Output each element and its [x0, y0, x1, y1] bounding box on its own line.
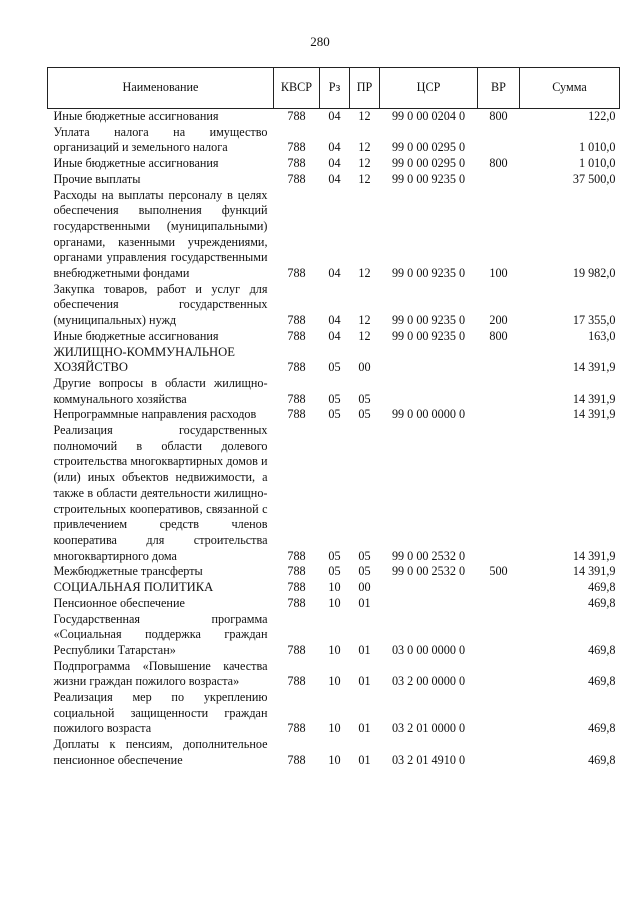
row-csr: 03 2 01 4910 0: [391, 752, 466, 767]
row-kvsr: 788: [287, 674, 306, 689]
row-vr: [478, 612, 520, 659]
row-rz: 04: [328, 156, 341, 171]
row-kvsr: 788: [287, 156, 306, 171]
table-row: [48, 737, 620, 768]
row-vr: 800: [489, 328, 508, 343]
row-name: СОЦИАЛЬНАЯ ПОЛИТИКА: [53, 580, 214, 595]
table-row: [48, 156, 620, 172]
row-pr: 00: [358, 360, 371, 375]
row-name: Расходы на выплаты персоналу в целях обеспечения выполнения функций государственными (муниципальными) органами, казенными учреждениями, органами управления государственными внебюджетными фондами: [53, 187, 268, 281]
row-csr: 99 0 00 9235 0: [391, 328, 466, 343]
row-name: Реализация мер по укреплению социальной защищенности граждан пожилого возраста: [53, 690, 268, 736]
row-sum: 17 355,0: [572, 313, 616, 328]
row-kvsr: 788: [287, 595, 306, 610]
row-sum: 469,8: [588, 674, 616, 689]
row-pr: 01: [358, 721, 371, 736]
header-kvsr: КВСР: [274, 68, 320, 109]
row-kvsr: 788: [287, 642, 306, 657]
row-name: Иные бюджетные ассигнования: [53, 156, 219, 171]
row-kvsr: 788: [287, 360, 306, 375]
row-sum: 469,8: [588, 595, 616, 610]
row-csr: 99 0 00 2532 0: [391, 564, 466, 579]
row-pr: 00: [358, 580, 371, 595]
row-csr: 99 0 00 9235 0: [391, 313, 466, 328]
row-sum: 469,8: [588, 721, 616, 736]
row-csr: [380, 596, 478, 612]
row-vr: [478, 172, 520, 188]
row-sum: 14 391,9: [572, 407, 616, 422]
row-pr: 12: [358, 109, 371, 123]
row-vr: 500: [489, 564, 508, 579]
header-vr: ВР: [478, 68, 520, 109]
row-name: Непрограммные направления расходов: [53, 407, 257, 422]
table-row: [48, 407, 620, 423]
row-name: Иные бюджетные ассигнования: [53, 109, 219, 123]
row-name: Подпрограмма «Повышение качества жизни граждан пожилого возраста»: [53, 658, 268, 689]
table-row: [48, 345, 620, 376]
table-row: [48, 690, 620, 737]
row-name: Реализация государственных полномочий в области долевого строительства многоквартирных домов и (или) иных объектов недвижимости, а также в области деятельности жилищно-строительных кооперативов, связанной с привлечением средств членов кооператива для строительства многоквартирного дома: [53, 423, 268, 563]
row-sum: 14 391,9: [572, 360, 616, 375]
row-rz: 10: [328, 721, 341, 736]
row-vr: [478, 423, 520, 564]
row-pr: 05: [358, 407, 371, 422]
row-sum: 122,0: [588, 109, 616, 123]
table-row: [48, 659, 620, 690]
header-csr: ЦСР: [380, 68, 478, 109]
row-pr: 01: [358, 752, 371, 767]
row-sum: 14 391,9: [572, 391, 616, 406]
row-pr: 12: [358, 313, 371, 328]
row-sum: 14 391,9: [572, 548, 616, 563]
row-csr: 03 2 01 0000 0: [391, 721, 466, 736]
page-number: 280: [310, 34, 330, 49]
row-sum: 1 010,0: [578, 156, 616, 171]
table-row: [48, 580, 620, 596]
table-row: [48, 188, 620, 282]
row-vr: [478, 125, 520, 156]
row-csr: 99 0 00 0204 0: [391, 109, 466, 123]
row-pr: 12: [358, 328, 371, 343]
row-csr: 99 0 00 9235 0: [391, 266, 466, 281]
row-kvsr: 788: [287, 391, 306, 406]
table-row: [48, 423, 620, 564]
row-rz: 05: [328, 407, 341, 422]
row-name: Государственная программа «Социальная поддержка граждан Республики Татарстан»: [53, 611, 268, 657]
row-name: Другие вопросы в области жилищно-коммунального хозяйства: [53, 375, 268, 406]
row-name: Пенсионное обеспечение: [53, 595, 185, 610]
table-row: [48, 376, 620, 407]
row-kvsr: 788: [287, 313, 306, 328]
row-pr: 12: [358, 171, 371, 186]
row-rz: 10: [328, 580, 341, 595]
row-rz: 10: [328, 752, 341, 767]
row-sum: 1 010,0: [578, 140, 616, 155]
row-pr: 12: [358, 140, 371, 155]
row-rz: 04: [328, 171, 341, 186]
row-vr: [478, 407, 520, 423]
row-kvsr: 788: [287, 266, 306, 281]
row-vr: 800: [489, 109, 508, 123]
table-header-row: [48, 68, 620, 109]
row-csr: 99 0 00 2532 0: [391, 548, 466, 563]
table-row: [48, 596, 620, 612]
row-rz: 04: [328, 140, 341, 155]
budget-table: [47, 67, 620, 769]
row-sum: 19 982,0: [572, 266, 616, 281]
row-vr: 200: [489, 313, 508, 328]
row-name: Прочие выплаты: [53, 171, 141, 186]
row-name: Межбюджетные трансферты: [53, 564, 203, 579]
row-vr: [478, 737, 520, 768]
row-kvsr: 788: [287, 548, 306, 563]
header-pr: ПР: [350, 68, 380, 109]
row-csr: 99 0 00 9235 0: [391, 171, 466, 186]
table-row: [48, 329, 620, 345]
table-row: [48, 282, 620, 329]
row-kvsr: 788: [287, 564, 306, 579]
row-kvsr: 788: [287, 752, 306, 767]
row-name: Доплаты к пенсиям, дополнительное пенсионное обеспечение: [53, 737, 268, 767]
row-vr: [478, 596, 520, 612]
row-vr: [478, 690, 520, 737]
row-vr: [478, 376, 520, 407]
row-csr: [380, 345, 478, 376]
row-pr: 05: [358, 564, 371, 579]
row-rz: 10: [328, 674, 341, 689]
row-kvsr: 788: [287, 140, 306, 155]
row-name: Иные бюджетные ассигнования: [53, 328, 219, 343]
row-rz: 10: [328, 642, 341, 657]
row-kvsr: 788: [287, 109, 306, 123]
table-row: [48, 109, 620, 125]
row-sum: 469,8: [588, 642, 616, 657]
row-rz: 04: [328, 313, 341, 328]
row-csr: 99 0 00 0295 0: [391, 156, 466, 171]
row-csr: 03 2 00 0000 0: [391, 674, 466, 689]
row-rz: 04: [328, 109, 341, 123]
row-vr: [478, 345, 520, 376]
row-pr: 01: [358, 674, 371, 689]
row-kvsr: 788: [287, 328, 306, 343]
row-name: ЖИЛИЩНО-КОММУНАЛЬНОЕ ХОЗЯЙСТВО: [53, 344, 235, 375]
row-name: Закупка товаров, работ и услуг для обеспечения государственных (муниципальных) нужд: [53, 281, 268, 328]
row-rz: 04: [328, 266, 341, 281]
table-row: [48, 612, 620, 659]
row-rz: 05: [328, 391, 341, 406]
row-csr: 99 0 00 0295 0: [391, 140, 466, 155]
row-sum: 469,8: [588, 580, 616, 595]
row-pr: 05: [358, 391, 371, 406]
table-row: [48, 125, 620, 156]
row-pr: 12: [358, 266, 371, 281]
table-row: [48, 564, 620, 580]
row-pr: 05: [358, 548, 371, 563]
row-pr: 12: [358, 156, 371, 171]
row-name: Уплата налога на имущество организаций и земельного налога: [53, 124, 268, 155]
header-name: Наименование: [48, 68, 274, 109]
row-pr: 01: [358, 595, 371, 610]
row-sum: 14 391,9: [572, 564, 616, 579]
header-sum: Сумма: [520, 68, 620, 109]
row-sum: 163,0: [588, 328, 616, 343]
row-csr: [380, 580, 478, 596]
row-rz: 05: [328, 548, 341, 563]
row-rz: 05: [328, 564, 341, 579]
header-rz: Рз: [320, 68, 350, 109]
row-vr: [478, 580, 520, 596]
row-kvsr: 788: [287, 721, 306, 736]
row-rz: 04: [328, 328, 341, 343]
row-csr: 03 0 00 0000 0: [391, 642, 466, 657]
row-sum: 469,8: [588, 752, 616, 767]
table-body: [48, 109, 620, 769]
row-vr: 800: [489, 156, 508, 171]
row-vr: 100: [489, 266, 508, 281]
row-csr: 99 0 00 0000 0: [391, 407, 466, 422]
row-pr: 01: [358, 642, 371, 657]
row-kvsr: 788: [287, 171, 306, 186]
row-vr: [478, 659, 520, 690]
row-csr: [380, 376, 478, 407]
row-sum: 37 500,0: [572, 171, 616, 186]
row-kvsr: 788: [287, 580, 306, 595]
table-row: [48, 172, 620, 188]
row-kvsr: 788: [287, 407, 306, 422]
row-rz: 05: [328, 360, 341, 375]
row-rz: 10: [328, 595, 341, 610]
